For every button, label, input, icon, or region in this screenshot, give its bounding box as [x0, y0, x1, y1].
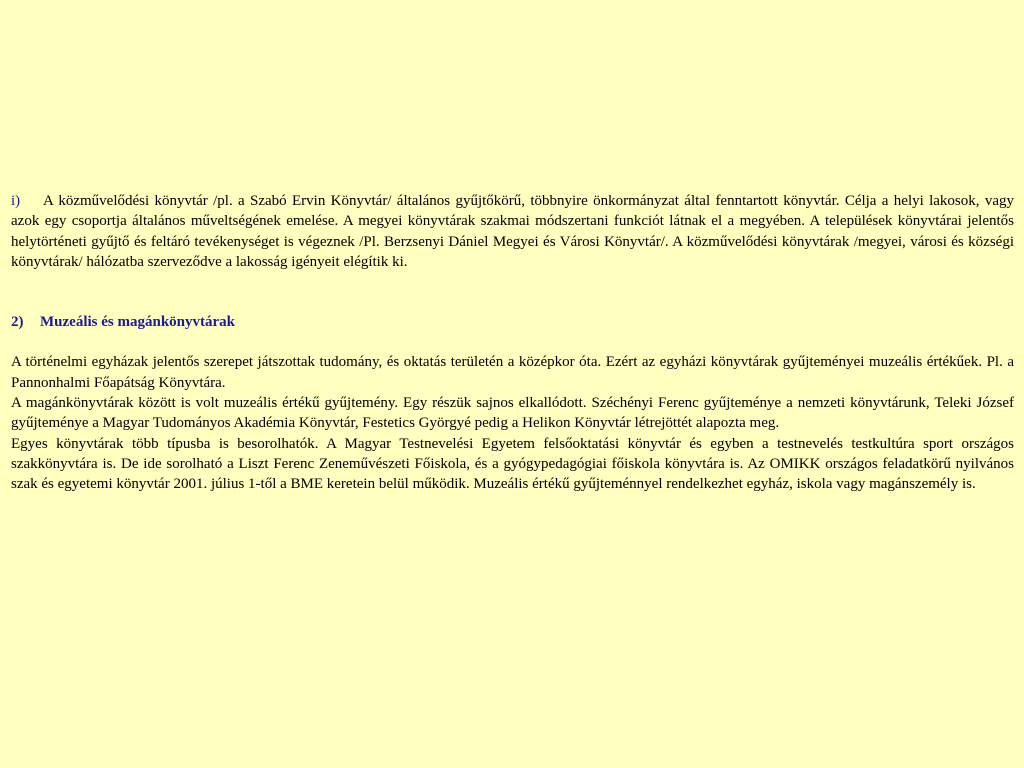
item-i-marker: i) [11, 193, 21, 209]
item-i-text: A közművelődési könyvtár /pl. a Szabó Ervin Könyvtár/ általános gyűjtőkörű, többnyire önkormányzat által fenntartott könyvtár. Célja a helyi lakosok, vagy azok egy csoportja általános műveltségének emelése. A megyei könyvtárak szakmai módszertani funkciót látnak el a megyében. A települések könyvtárai jelentős helytörténeti gyűjtő és feltáró tevékenységet is végeznek /Pl. Berzsenyi Dániel Megyei és Városi Könyvtár/. A közművelődési könyvtárak /megyei, városi és községi könyvtárak/ hálózatba szerveződve a lakosság igényeit elégítik ki. [11, 193, 1014, 270]
section-2-title: Muzeális és magánkönyvtárak [40, 314, 235, 331]
slide-content [11, 191, 1014, 495]
item-i-paragraph [11, 191, 1014, 272]
paragraph-multi-type-libraries: Egyes könyvtárak több típusba is besorolhatók. A Magyar Testnevelési Egyetem felsőoktatási könyvtár és egyben a testnevelés testkultúra sport országos szakkönyvtára is. De ide sorolható a Liszt Ferenc Zeneművészeti Főiskola, és a gyógypedagógiai főiskola könyvtára is. Az OMIKK országos feladatkörű nyilvános szak és egyetemi könyvtár 2001. július 1-től a BME keretein belül működik. Muzeális értékű gyűjteménnyel rendelkezhet egyház, iskola vagy magánszemély is. [11, 435, 1014, 493]
spacer [11, 272, 1014, 312]
paragraph-church-libraries: A történelmi egyházak jelentős szerepet játszottak tudomány, és oktatás területén a középkor óta. Ezért az egyházi könyvtárak gyűjteményei muzeális értékűek. Pl. a Pannonhalmi Főapátság Könyvtára. [11, 354, 1014, 391]
section-2-heading [11, 312, 1014, 332]
paragraph-private-libraries: A magánkönyvtárak között is volt muzeális értékű gyűjtemény. Egy részük sajnos elkallódott. Széchényi Ferenc gyűjteménye a nemzeti könyvtárunk, Teleki József gyűjteménye a Magyar Tudományos Akadémia Könyvtár, Festetics Györgyé pedig a Helikon Könyvtár létrejöttét alapozta meg. [11, 395, 1014, 432]
spacer [11, 332, 1014, 352]
section-2-marker: 2) [11, 314, 24, 331]
